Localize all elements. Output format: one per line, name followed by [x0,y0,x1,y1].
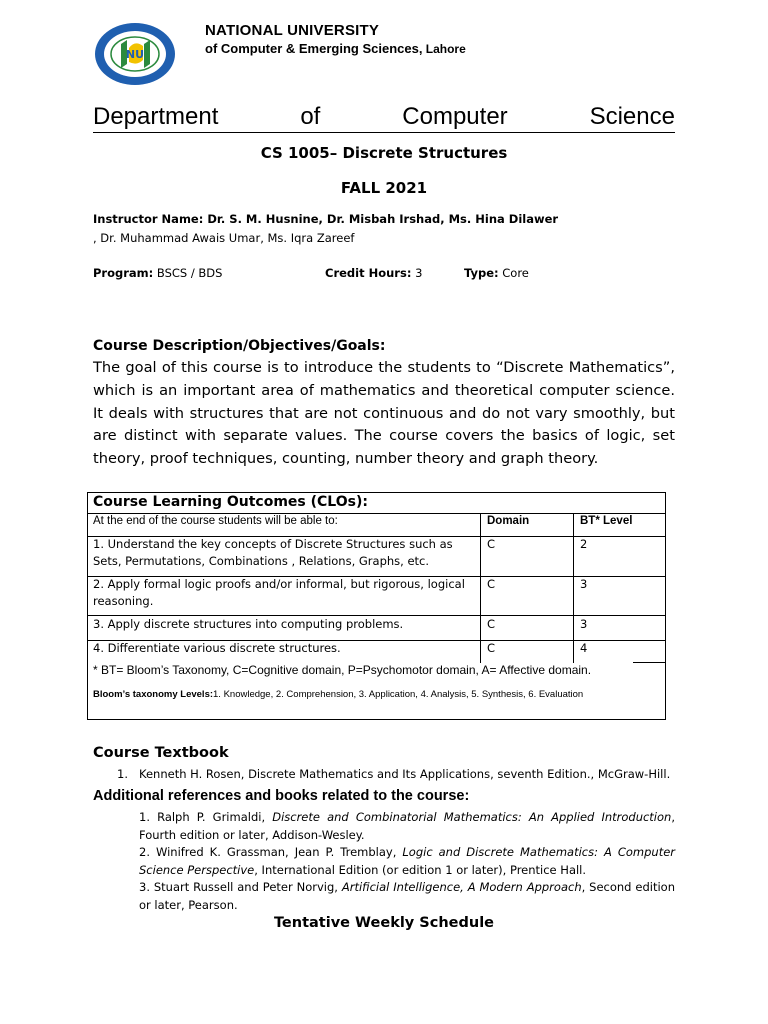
clo-row-level: 2 [580,537,588,551]
domain-header: Domain [487,515,530,527]
clo-intro: At the end of the course students will be able to: [93,515,338,527]
credit-hours-field [325,266,422,280]
instructor-line-1 [93,212,558,226]
clo-row-domain: C [487,577,496,591]
table-column-divider [573,513,574,663]
table-divider [633,662,666,663]
university-city: Lahore [422,42,466,56]
references-heading: Additional references and books related to the course: [93,788,470,804]
clo-row-domain: C [487,617,496,631]
reference-authors: 3. Stuart Russell and Peter Norvig, [139,880,342,894]
reference-details: , Second edition or later, Pearson. [139,880,675,912]
textbook-heading: Course Textbook [93,745,229,761]
description-heading: Course Description/Objectives/Goals: [93,338,386,354]
clo-row-text: 1. Understand the key concepts of Discrete Structures such as Sets, Permutations, Combinations , Relations, Graphs, etc. [93,537,453,568]
course-type-value: Core [498,266,529,280]
reference-authors: 2. Winifred K. Grassman, Jean P. Tremblay, [139,845,403,859]
reference-title: Discrete and Combinatorial Mathematics: An Applied Introduction [272,810,672,824]
clo-row-text: 4. Differentiate various discrete structures. [93,641,341,655]
table-column-divider [480,513,481,663]
course-title: CS 1005– Discrete Structures [260,144,508,162]
clo-row-level: 4 [580,641,588,655]
instructor-label: Instructor Name: [93,212,204,226]
clo-row-text: 3. Apply discrete structures into computing problems. [93,617,404,631]
textbook-number: 1. [117,767,128,781]
reference-title: Logic and Discrete Mathematics: A Computer Science Perspective [139,845,676,877]
program-value: BSCS / BDS [153,266,223,280]
credit-hours-value: 3 [411,266,423,280]
clo-row-domain: C [487,641,496,655]
textbook-item [117,767,670,781]
department-word: Computer [402,103,508,130]
clo-title: Course Learning Outcomes (CLOs): [93,494,368,510]
department-heading [93,103,675,133]
clo-note: * BT= Bloom’s Taxonomy, C=Cognitive domain, P=Psychomotor domain, A= Affective domain. [93,663,592,677]
program-label: Program: [93,266,154,280]
credit-hours-label: Credit Hours: [325,266,412,280]
reference-authors: 1. Ralph P. Grimaldi, [139,810,273,824]
reference-details: , International Edition (or edition 1 or later), Prentice Hall. [254,862,587,877]
blooms-levels [93,689,583,700]
clo-row-text: 2. Apply formal logic proofs and/or informal, but rigorous, logical reasoning. [93,577,465,608]
course-term: FALL 2021 [340,179,428,197]
university-subtitle [205,41,466,56]
university-name: NATIONAL UNIVERSITY [205,22,380,39]
reference-item [139,879,675,914]
reference-title: Artificial Intelligence, A Modern Approach [341,880,582,894]
reference-item [139,809,675,844]
course-type-field [464,266,529,280]
department-word: Science [589,103,675,130]
university-subline: of Computer & Emerging Sciences, [205,41,423,56]
instructor-line-2: , Dr. Muhammad Awais Umar, Ms. Iqra Zareef [93,231,355,245]
clo-row-level: 3 [580,617,588,631]
department-word: of [300,103,321,130]
schedule-heading: Tentative Weekly Schedule [273,915,495,931]
textbook-text: Kenneth H. Rosen, Discrete Mathematics and Its Applications, seventh Edition., McGraw-Hill. [139,767,671,781]
course-type-label: Type: [464,266,499,280]
reference-item [139,844,675,879]
university-logo [94,22,176,86]
logo-initials: NU [125,48,145,61]
clo-row-domain: C [487,537,496,551]
program-field [93,266,222,280]
reference-details: , Fourth edition or later, Addison-Wesley. [139,810,675,842]
instructor-names-1: Dr. S. M. Husnine, Dr. Misbah Irshad, Ms. Hina Dilawer [203,212,559,226]
blooms-values: 1. Knowledge, 2. Comprehension, 3. Application, 4. Analysis, 5. Synthesis, 6. Evaluation [213,689,584,700]
blooms-label: Bloom’s taxonomy Levels: [93,689,214,700]
description-body: The goal of this course is to introduce the students to “Discrete Mathematics”, which is an important area of mathematics and theoretical computer science. It deals with structures that are not continuous and do not vary smoothly, but are distinct with separate values. The course covers the basics of logic, set theory, proof techniques, counting, number theory and graph theory. [93,359,675,468]
bt-level-header: BT* Level [580,515,633,527]
clo-row-level: 3 [580,577,588,591]
department-word: Department [93,103,219,130]
